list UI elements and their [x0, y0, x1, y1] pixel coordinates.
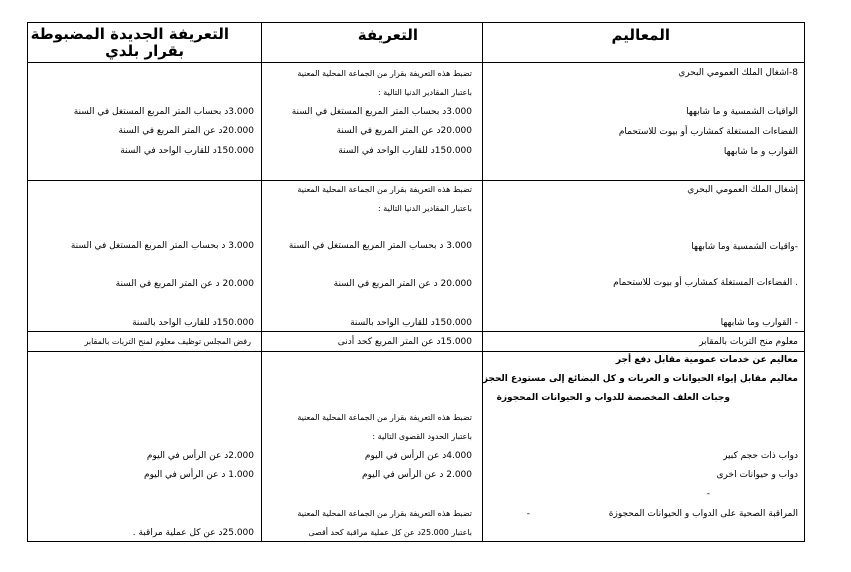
row1-landmark: القوارب و ما شابهها — [723, 147, 798, 157]
row-divider — [28, 351, 804, 352]
row2-new-value: 3.000 د بحساب المتر المربع المستغل في السنة — [70, 241, 254, 251]
row2-tariff-value: 20.000 د عن المتر المربع في السنة — [333, 279, 472, 289]
row4-tariff-text: باعتبار الحدود القصوى التالية : — [372, 432, 472, 441]
row1-new-value: 3.000د بحساب المتر المربع المستغل في السنة — [73, 107, 254, 117]
row1-tariff-value: 20.000د عن المتر المربع في السنة — [336, 126, 472, 136]
row1-landmark: الواقيات الشمسية و ما شابهها — [686, 107, 798, 117]
row4-landmark: المراقبة الصحية على الدواب و الحيوانات المحجوزة — [608, 509, 798, 519]
row4-landmark-heading: معاليم عن خدمات عمومية مقابل دفع أجر — [615, 355, 798, 365]
row-divider — [28, 331, 804, 332]
header-tariff: التعريفة — [357, 26, 418, 44]
row-divider — [28, 180, 804, 181]
header-new-tariff: التعريفة الجديدة المضبوطة — [30, 25, 229, 43]
row4-landmark-heading: معاليم مقابل إيواء الحيوانات و العربات و كل البضائع إلى مستودع الحجز — [482, 374, 798, 384]
row2-tariff-text: تضبط هذه التعريفة بقرار من الجماعة المحلية المعنية — [297, 185, 472, 194]
row4-landmark-dash: - — [706, 489, 710, 499]
row2-new-value: 20.000 د عن المتر المربع في السنة — [115, 279, 254, 289]
row2-landmark: -واقيات الشمسية وما شابهها — [691, 242, 798, 252]
header-new-tariff-sub: بقرار بلدي — [105, 42, 184, 60]
row2-landmark: إشغال الملك العمومي البحري — [687, 185, 798, 195]
row1-new-value: 20.000د عن المتر المربع في السنة — [118, 126, 254, 136]
row1-new-value: 150.000د للقارب الواحد في السنة — [120, 146, 254, 156]
row1-tariff-value: 150.000د للقارب الواحد في السنة — [338, 146, 472, 156]
row4-landmark-heading: وجبات العلف المخصصة للدواب و الحيوانات المحجوزة — [496, 393, 730, 403]
row2-landmark: . الفضاءات المستغلة كمشارب أو بيوت للاستحمام — [613, 278, 798, 288]
row3-new: رفض المجلس توظيف معلوم لمنح التربات بالمقابر — [84, 337, 251, 346]
row4-tariff-value: 2.000 د عن الرأس في اليوم — [362, 470, 472, 480]
row3-tariff: 15.000د عن المتر المربع كحد أدنى — [337, 337, 472, 347]
row2-tariff-value: 150.000د للقارب الواحد بالسنة — [350, 318, 472, 328]
row1-tariff-text: تضبط هذه التعريفة بقرار من الجماعة المحلية المعنية — [297, 69, 472, 78]
row4-new-value: 2.000د عن الرأس في اليوم — [146, 451, 254, 461]
header-landmarks: المعاليم — [611, 26, 670, 44]
row4-tariff-text: تضبط هذه التعريفة بقرار من الجماعة المحلية المعنية — [297, 413, 472, 422]
row1-landmark: 8-اشغال الملك العمومي البحري — [678, 68, 798, 78]
row4-tariff-text: تضبط هذه التعريفة بقرار من الجماعة المحلية المعنية — [297, 509, 472, 518]
row2-tariff-text: باعتبار المقادير الدنيا التالية : — [378, 204, 472, 213]
row4-new-value: 1.000 د عن الرأس في اليوم — [144, 470, 254, 480]
row4-landmark: دواب و حيوانات اخرى — [716, 470, 798, 480]
row-divider — [28, 62, 804, 63]
row4-tariff-value: 4.000د عن الرأس في اليوم — [364, 451, 472, 461]
column-divider — [482, 23, 483, 541]
row4-tariff-text: باعتبار 25.000د عن كل عملية مراقبة كحد أقصى — [308, 528, 472, 537]
row4-new-value: 25.000د عن كل عملية مراقبة . — [132, 528, 254, 538]
row4-landmark: دواب ذات حجم كبير — [723, 451, 798, 461]
row4-landmark-dash: - — [526, 509, 530, 519]
row2-new-value: 150.000د للقارب الواحد بالسنة — [132, 318, 254, 328]
tariff-table — [27, 22, 805, 542]
row3-landmark: معلوم منح التربات بالمقابر — [699, 337, 798, 347]
row1-tariff-text: باعتبار المقادير الدنيا التالية : — [378, 88, 472, 97]
column-divider — [261, 23, 262, 541]
row2-tariff-value: 3.000 د بحساب المتر المربع المستغل في السنة — [288, 241, 472, 251]
row1-landmark: الفضاءات المستغلة كمشارب أو بيوت للاستحمام — [618, 127, 798, 137]
row1-tariff-value: 3.000د بحساب المتر المربع المستغل في السنة — [291, 107, 472, 117]
row2-landmark: - القوارب وما شابهها — [720, 318, 798, 328]
